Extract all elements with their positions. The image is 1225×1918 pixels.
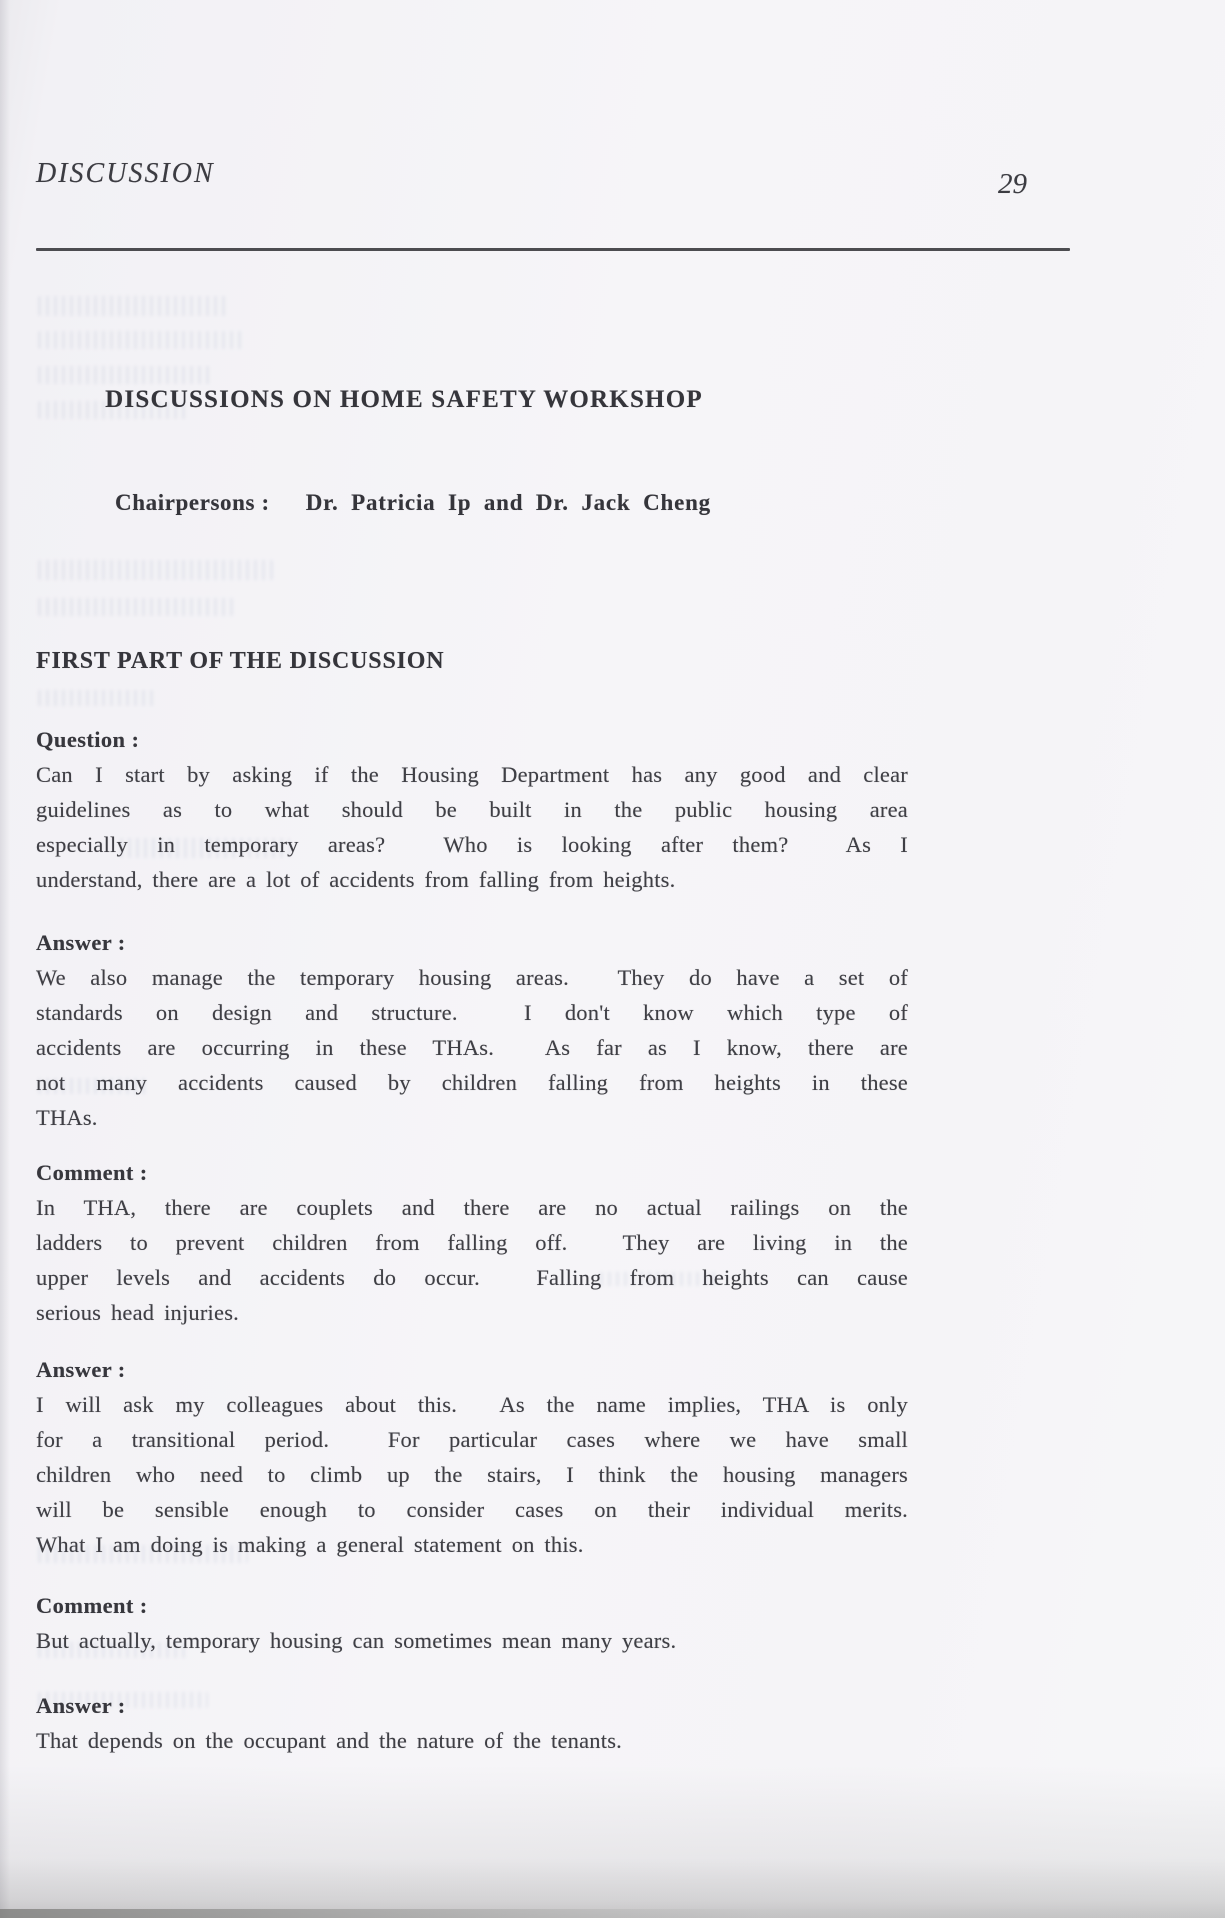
paragraph-line: especially in temporary areas? Who is looking after them? As I [36,832,908,857]
paragraph-line: In THA, there are couplets and there are no actual railings on the [36,1195,908,1220]
page-left-edge-shading [0,0,10,1918]
paragraph-line: guidelines as to what should be built in the public housing area [36,797,908,822]
section-heading: FIRST PART OF THE DISCUSSION [36,648,445,674]
chairpersons-line [115,490,711,516]
running-header: DISCUSSION [36,158,215,189]
chairpersons-names: Dr. Patricia Ip and Dr. Jack Cheng [305,490,711,515]
bleed-through-artifact [38,296,228,316]
paragraph-line: Can I start by asking if the Housing Department has any good and clear [36,762,908,787]
qa-label: Question : [36,727,140,752]
bleed-through-artifact [38,598,233,616]
bleed-through-artifact [38,331,243,349]
qa-label: Answer : [36,930,126,955]
bottom-page-edge [0,1909,1225,1918]
paragraph-line: not many accidents caused by children falling from heights in these [36,1070,908,1095]
paragraph-line: upper levels and accidents do occur. Falling from heights can cause [36,1265,908,1290]
bleed-through-artifact [38,560,273,580]
page-number: 29 [998,168,1027,200]
bleed-through-artifact [38,690,158,706]
qa-block [36,722,908,897]
qa-block [36,925,908,1135]
header-rule [36,248,1070,251]
qa-label: Comment : [36,1160,148,1185]
bleed-through-artifact [38,366,213,384]
qa-label: Answer : [36,1357,126,1382]
paragraph-line: But actually, temporary housing can sometimes mean many years. [36,1628,677,1653]
paragraph-line: will be sensible enough to consider cases on their individual merits. [36,1497,908,1522]
page-title: DISCUSSIONS ON HOME SAFETY WORKSHOP [105,386,703,413]
paragraph-line: understand, there are a lot of accidents from falling from heights. [36,867,676,892]
qa-label: Comment : [36,1593,148,1618]
paragraph-line: serious head injuries. [36,1300,239,1325]
paragraph-line: I will ask my colleagues about this. As the name implies, THA is only [36,1392,908,1417]
qa-block [36,1688,908,1758]
paragraph-line: THAs. [36,1105,98,1130]
paragraph-line: That depends on the occupant and the nature of the tenants. [36,1728,622,1753]
qa-block [36,1588,908,1658]
chairpersons-label: Chairpersons : [115,490,270,515]
qa-label: Answer : [36,1693,126,1718]
qa-block [36,1155,908,1330]
paragraph-line: accidents are occurring in these THAs. As far as I know, there are [36,1035,908,1060]
paragraph-line: children who need to climb up the stairs, I think the housing managers [36,1462,908,1487]
qa-block [36,1352,908,1562]
paragraph-line: What I am doing is making a general statement on this. [36,1532,584,1557]
paragraph-line: for a transitional period. For particular cases where we have small [36,1427,908,1452]
paragraph-line: We also manage the temporary housing areas. They do have a set of [36,965,908,990]
paragraph-line: standards on design and structure. I don't know which type of [36,1000,908,1025]
bottom-scan-shadow [0,1858,1225,1918]
paragraph-line: ladders to prevent children from falling off. They are living in the [36,1230,908,1255]
